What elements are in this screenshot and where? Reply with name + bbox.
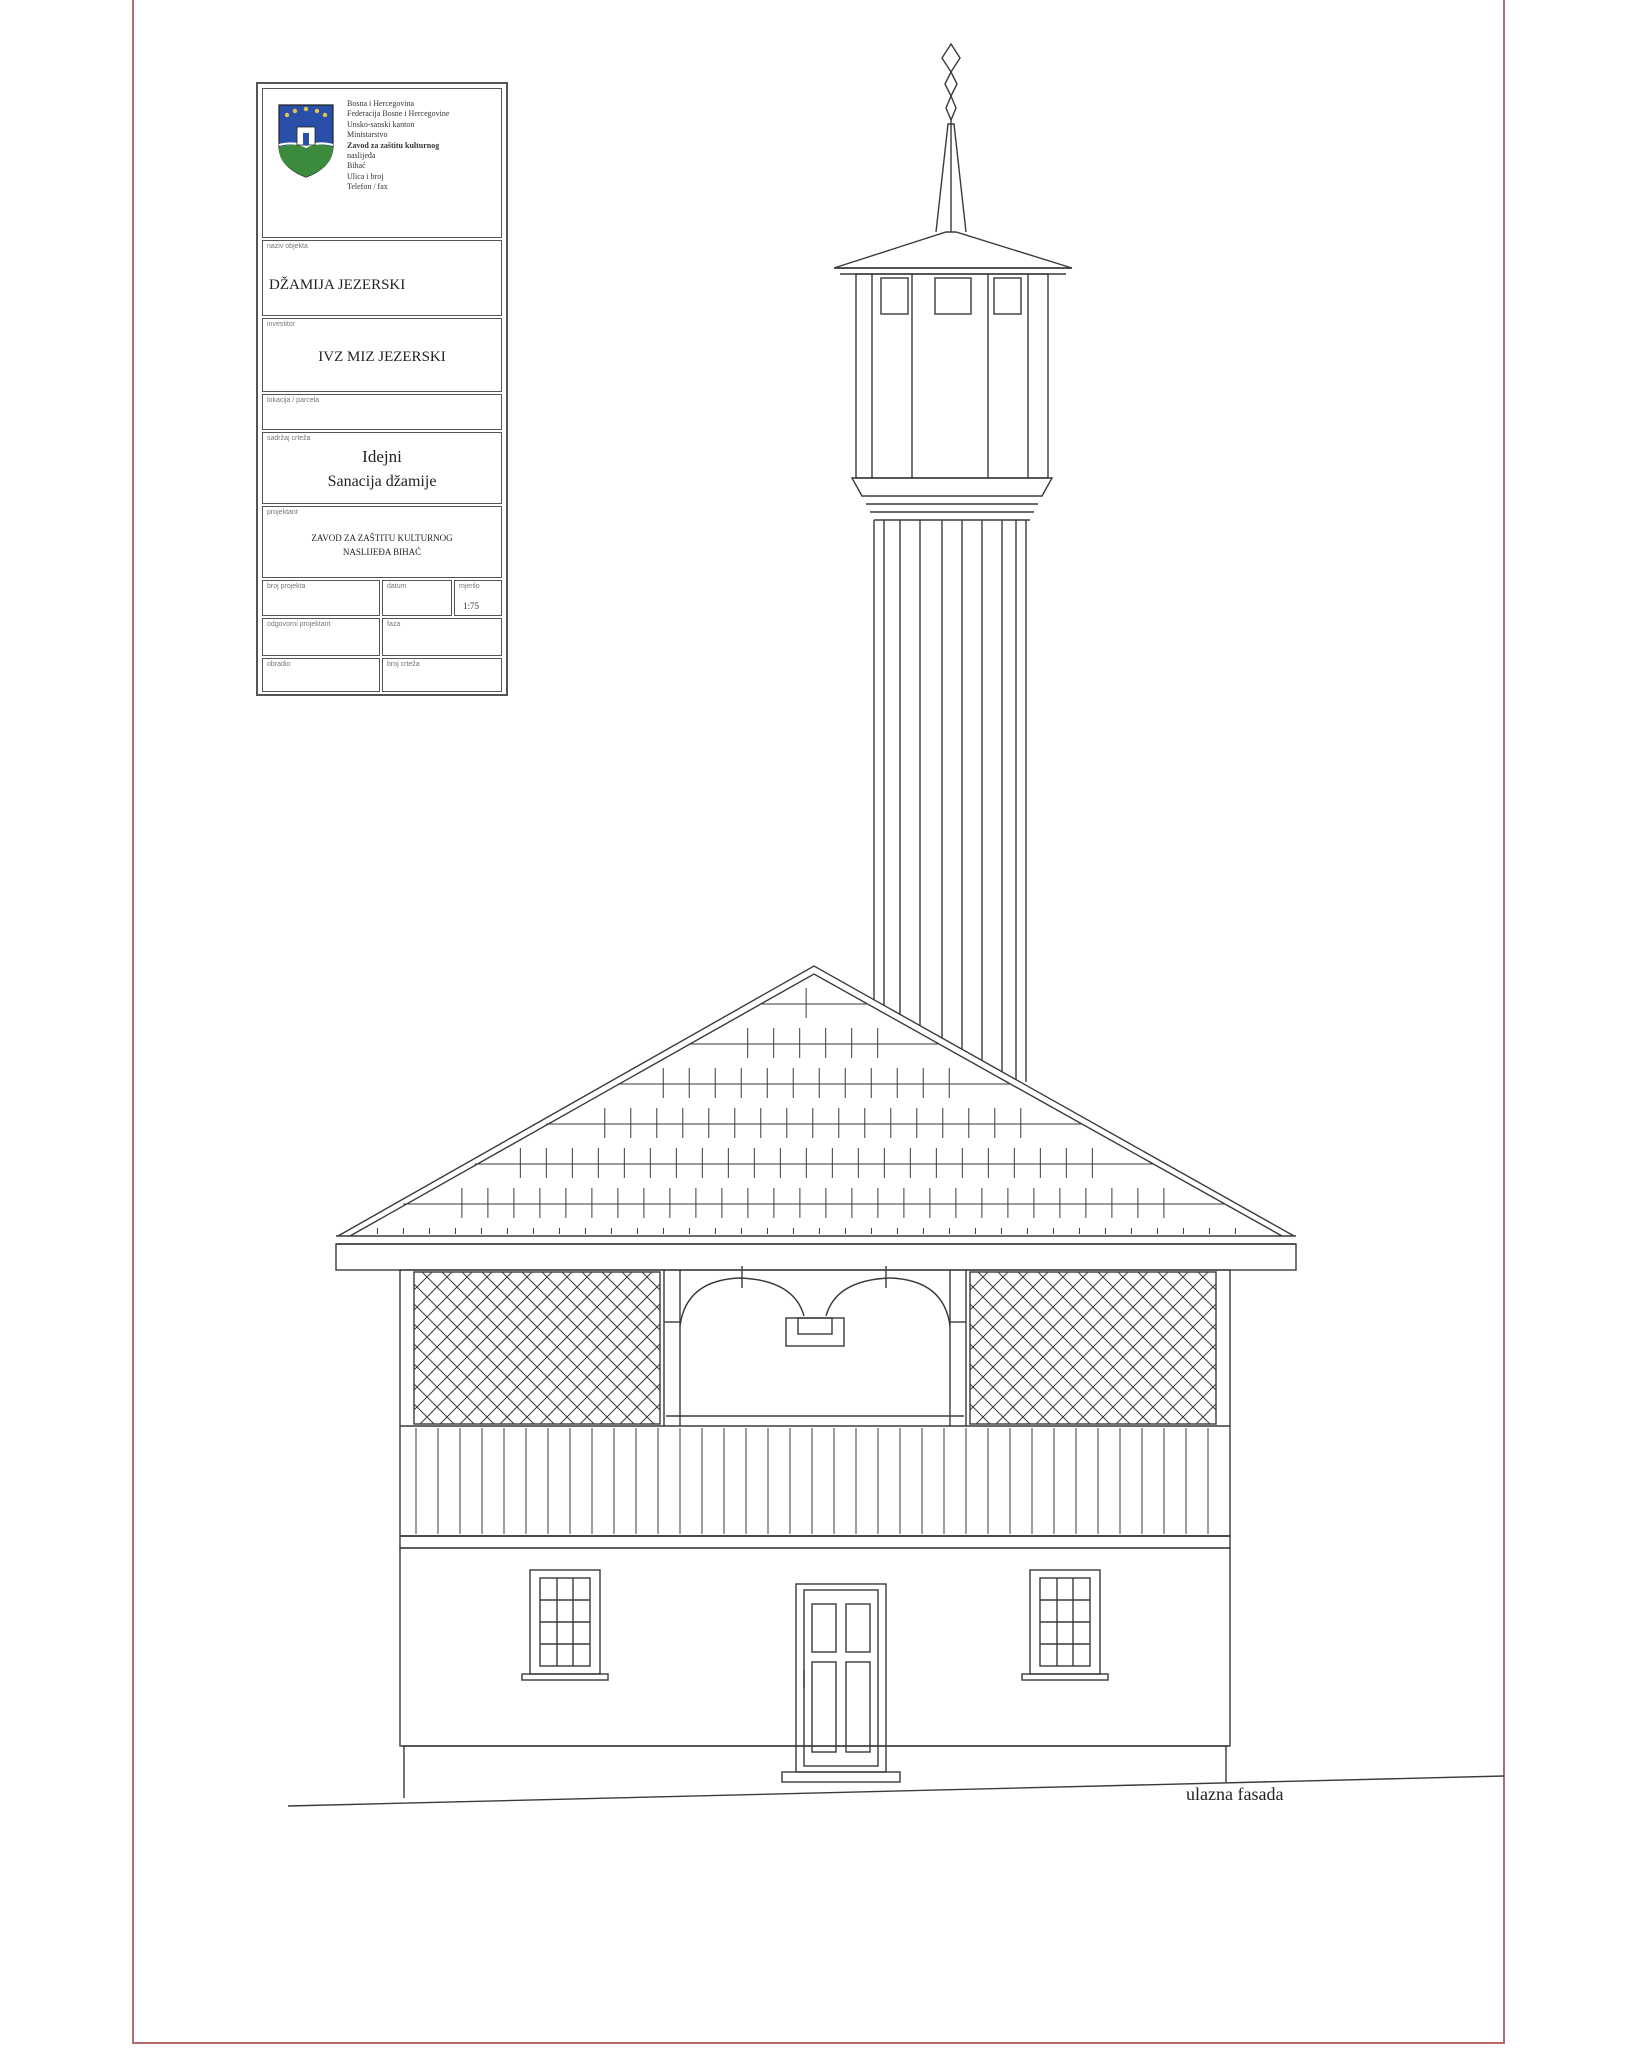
institution-line: Ministarstvo bbox=[347, 130, 388, 140]
responsible-designer-label: odgovorni projektant bbox=[267, 621, 331, 628]
lantern-window bbox=[881, 278, 908, 314]
drawing-number-label: broj crteža bbox=[387, 661, 420, 668]
upper-floor bbox=[400, 1266, 1230, 1536]
roof bbox=[336, 966, 1296, 1270]
institution-line: Bosna i Hercegovina bbox=[347, 99, 415, 108]
institution-line: naslijeđa bbox=[347, 151, 376, 161]
roof-eave bbox=[336, 1244, 1296, 1270]
institution-line: Ulica i broj bbox=[347, 171, 384, 181]
date-label: datum bbox=[387, 583, 407, 590]
investor-label: investitor bbox=[267, 321, 296, 328]
minaret-finial bbox=[942, 44, 960, 72]
content-label: sadržaj crteža bbox=[267, 435, 311, 442]
location-label: lokacija / parcela bbox=[267, 397, 320, 404]
project-number-label: broj projekta bbox=[267, 583, 306, 590]
minaret-shaft bbox=[874, 520, 1026, 1082]
minaret-balcony bbox=[852, 478, 1052, 496]
scale-value: 1:75 bbox=[463, 601, 480, 611]
wall-boarding bbox=[416, 1428, 1208, 1534]
window-left bbox=[522, 1570, 608, 1680]
institution-line: Telefon / fax bbox=[347, 182, 388, 192]
ground-line bbox=[288, 1776, 1504, 1806]
window-right bbox=[1022, 1570, 1108, 1680]
content-line-1: Idejni bbox=[362, 447, 402, 466]
phase-label: faza bbox=[387, 621, 401, 628]
content-line-2: Sanacija džamije bbox=[327, 473, 437, 490]
lantern-window bbox=[935, 278, 971, 314]
author-line-2: NASLIJEĐA BIHAĆ bbox=[342, 547, 422, 557]
scale-label: mjerilo bbox=[459, 583, 480, 590]
institution-line: Federacija Bosne i Hercegovine bbox=[347, 109, 450, 119]
ground-floor bbox=[400, 1536, 1230, 1798]
investor-value: IVZ MIZ JEZERSKI bbox=[318, 349, 446, 365]
entrance-door bbox=[782, 1584, 900, 1782]
institution-line: Unsko-sanski kanton bbox=[347, 119, 415, 129]
minaret-canopy bbox=[834, 232, 1072, 268]
door-step bbox=[782, 1772, 900, 1782]
central-arches bbox=[664, 1266, 966, 1426]
arch-keystone bbox=[786, 1318, 844, 1346]
drawing-caption: ulazna fasada bbox=[1186, 1784, 1284, 1804]
lantern-window bbox=[994, 278, 1021, 314]
minaret bbox=[834, 44, 1072, 1082]
drawn-by-label: obradio bbox=[267, 661, 291, 668]
object-label: naziv objekta bbox=[267, 243, 308, 250]
institution-line: Bihać bbox=[347, 161, 366, 171]
author-label: projektant bbox=[267, 509, 298, 516]
author-line-1: ZAVOD ZA ZAŠTITU KULTURNOG bbox=[311, 533, 453, 543]
institution-line: Zavod za zaštitu kulturnog bbox=[347, 140, 440, 150]
object-value: DŽAMIJA JEZERSKI bbox=[269, 277, 406, 293]
minaret-lantern bbox=[856, 274, 1048, 478]
